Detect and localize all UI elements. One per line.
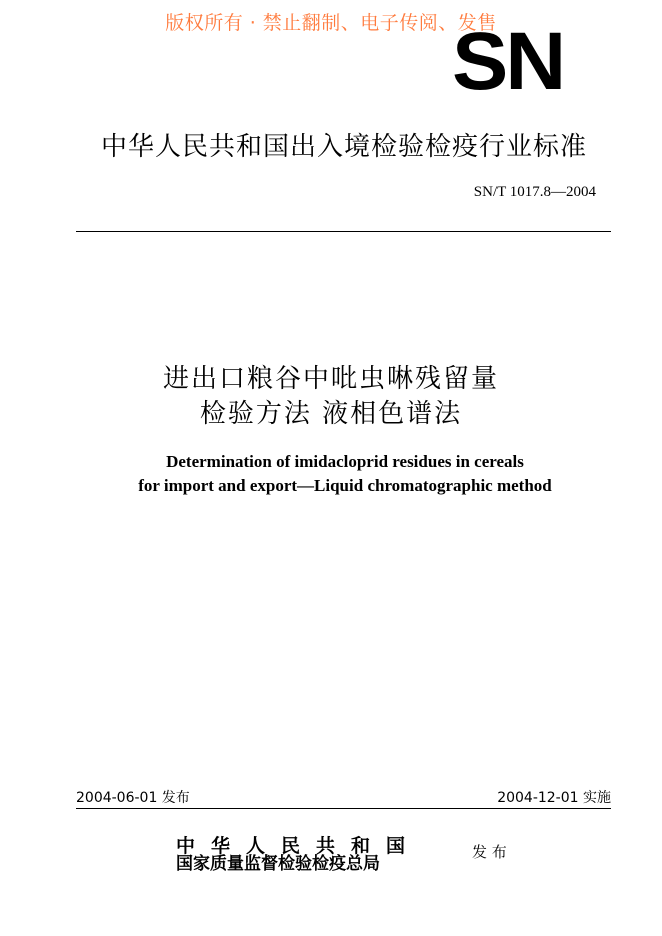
implementation-date: 2004-12-01 实施 bbox=[497, 790, 611, 806]
issue-date: 2004-06-01 发布 bbox=[76, 790, 190, 806]
issuer-line-2: 国家质量监督检验检疫总局 bbox=[176, 854, 380, 874]
issuer-line-1: 中华人民共和国 bbox=[176, 835, 422, 857]
top-divider bbox=[76, 231, 611, 232]
english-title-line-2: for import and export—Liquid chromatographic method bbox=[138, 476, 552, 495]
bottom-divider bbox=[76, 808, 611, 809]
standard-category-title: 中华人民共和国出入境检验检疫行业标准 bbox=[100, 132, 587, 162]
copyright-watermark: 版权所有 · 禁止翻制、电子传阅、发售 bbox=[165, 12, 497, 34]
chinese-title-line-2: 检验方法 液相色谱法 bbox=[199, 399, 463, 429]
chinese-title-line-1: 进出口粮谷中吡虫啉残留量 bbox=[162, 364, 499, 394]
standard-code: SN/T 1017.8—2004 bbox=[473, 184, 596, 200]
english-title-line-1: Determination of imidacloprid residues in cereals bbox=[166, 452, 524, 471]
sn-logo: SN bbox=[452, 16, 564, 107]
issued-label: 发 布 bbox=[472, 843, 507, 861]
